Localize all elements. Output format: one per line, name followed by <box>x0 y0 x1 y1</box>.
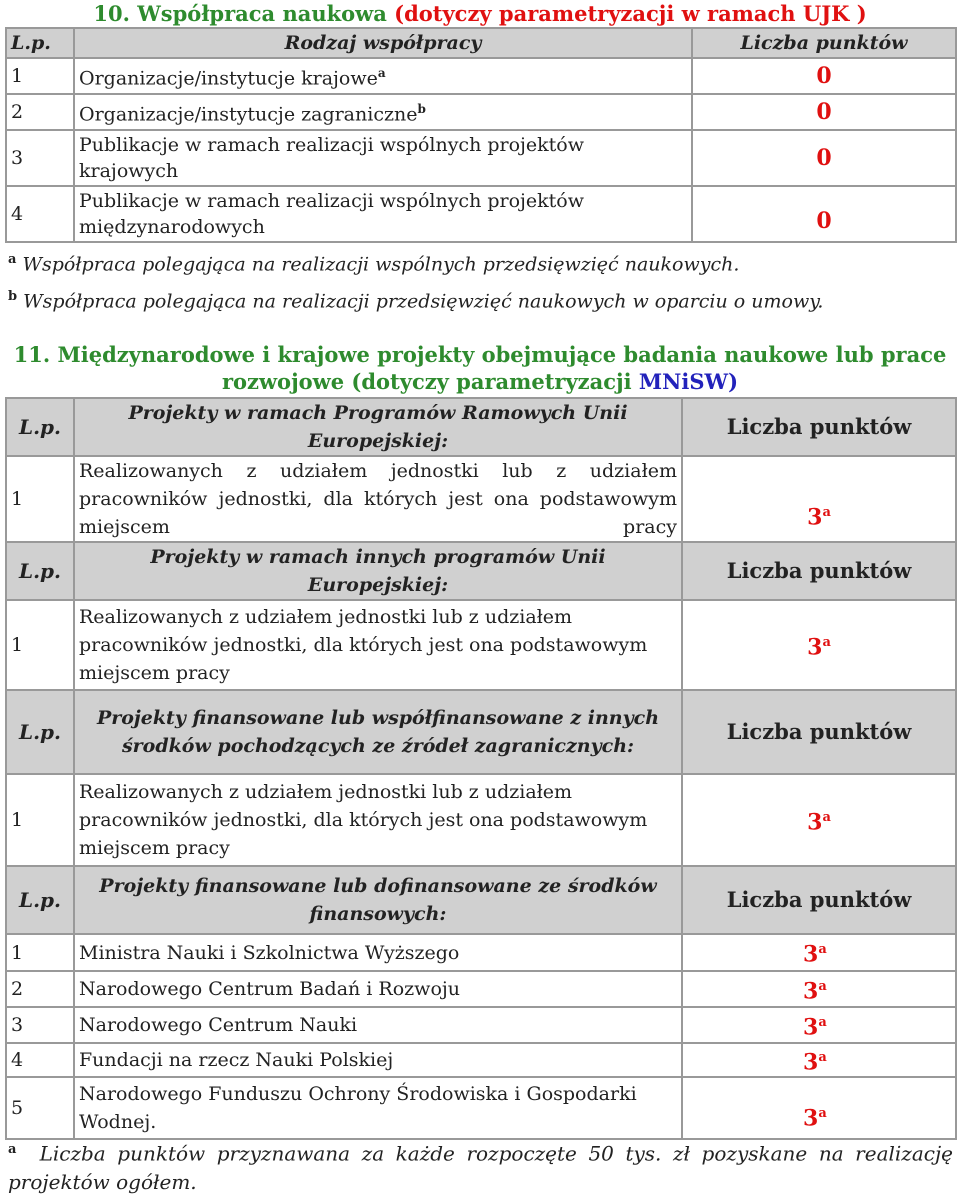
header-points: Liczba punktów <box>682 690 956 774</box>
section-11-table <box>5 397 957 1140</box>
table-row <box>6 1007 956 1043</box>
row-text: Publikacje w ramach realizacji wspólnych projektów krajowych <box>74 130 692 186</box>
header-points: Liczba punktów <box>692 28 956 58</box>
table-row <box>6 1077 956 1139</box>
row-lp: 3 <box>6 130 74 186</box>
group-header-row <box>6 542 956 600</box>
row-points: 0 <box>692 94 956 130</box>
header-lp: L.p. <box>6 398 74 456</box>
row-points: 3$^a$ <box>682 934 956 971</box>
header-lp: L.p. <box>6 690 74 774</box>
group-title: Projekty w ramach Programów Ramowych Unii Europejskiej: <box>74 398 682 456</box>
section-11-title: 11. Międzynarodowe i krajowe projekty obejmujące badania naukowe lub prace rozwojowe (dotyczy parametryzacji MNiSW) <box>13 342 947 394</box>
table-row <box>6 971 956 1007</box>
row-points: 3$^a$ <box>682 600 956 690</box>
row-points: 3$^a$ <box>682 1077 956 1139</box>
section-11-footnote: $^a$ Liczba punktów przyznawana za każde rozpoczęte 50 tys. zł pozyskane na realizację projektów ogółem. <box>8 1141 953 1194</box>
row-lp: 3 <box>6 1007 74 1043</box>
row-text: Organizacje/instytucje zagraniczne$^b$ <box>74 94 692 130</box>
row-text: Ministra Nauki i Szkolnictwa Wyższego <box>74 934 682 971</box>
header-lp: L.p. <box>6 28 74 58</box>
row-points: 0 <box>692 58 956 94</box>
group-title: Projekty finansowane lub współfinansowane z innych środków pochodzących ze źródeł zagranicznych: <box>74 690 682 774</box>
row-text: Realizowanych z udziałem jednostki lub z udziałem pracowników jednostki, dla których jest ona podstawowym miejscem pracy <box>74 456 682 542</box>
footnote-b: $^b$ Współpraca polegająca na realizacji przedsięwzięć naukowych w oparciu o umowy. <box>8 289 824 313</box>
table-row <box>6 94 956 130</box>
row-points: 3$^a$ <box>682 971 956 1007</box>
row-lp: 4 <box>6 1043 74 1077</box>
row-text: Realizowanych z udziałem jednostki lub z udziałem pracowników jednostki, dla których jest ona podstawowym miejscem pracy <box>74 774 682 866</box>
row-lp: 1 <box>6 58 74 94</box>
row-points: 3$^a$ <box>682 774 956 866</box>
table-row <box>6 130 956 186</box>
table-row <box>6 1043 956 1077</box>
row-lp: 5 <box>6 1077 74 1139</box>
row-lp: 4 <box>6 186 74 242</box>
row-text: Narodowego Funduszu Ochrony Środowiska i Gospodarki Wodnej. <box>74 1077 682 1139</box>
row-text: Narodowego Centrum Nauki <box>74 1007 682 1043</box>
table-row <box>6 186 956 242</box>
row-text: Narodowego Centrum Badań i Rozwoju <box>74 971 682 1007</box>
group-header-row <box>6 690 956 774</box>
row-points: 0 <box>692 186 956 242</box>
group-header-row <box>6 398 956 456</box>
row-points: 3$^a$ <box>682 456 956 542</box>
row-lp: 2 <box>6 971 74 1007</box>
row-lp: 2 <box>6 94 74 130</box>
row-lp: 1 <box>6 456 74 542</box>
row-points: 3$^a$ <box>682 1007 956 1043</box>
row-lp: 1 <box>6 934 74 971</box>
row-text: Fundacji na rzecz Nauki Polskiej <box>74 1043 682 1077</box>
header-lp: L.p. <box>6 866 74 934</box>
header-points: Liczba punktów <box>682 866 956 934</box>
table-row <box>6 934 956 971</box>
row-lp: 1 <box>6 600 74 690</box>
table-row <box>6 456 956 542</box>
row-text: Organizacje/instytucje krajowe$^a$ <box>74 58 692 94</box>
header-points: Liczba punktów <box>682 542 956 600</box>
footnote-a: $^a$ Współpraca polegająca na realizacji wspólnych przedsięwzięć naukowych. <box>8 252 740 276</box>
section-10-title: 10. Współpraca naukowa (dotyczy parametryzacji w ramach UJK ) <box>93 1 867 26</box>
table-row <box>6 58 956 94</box>
row-points: 0 <box>692 130 956 186</box>
group-title: Projekty w ramach innych programów Unii Europejskiej: <box>74 542 682 600</box>
table-row <box>6 774 956 866</box>
row-text: Publikacje w ramach realizacji wspólnych projektów międzynarodowych <box>74 186 692 242</box>
group-title: Projekty finansowane lub dofinansowane ze środków finansowych: <box>74 866 682 934</box>
section-10-table <box>5 27 957 243</box>
row-points: 3$^a$ <box>682 1043 956 1077</box>
header-type: Rodzaj współpracy <box>74 28 692 58</box>
table-header-row <box>6 28 956 58</box>
table-row <box>6 600 956 690</box>
row-lp: 1 <box>6 774 74 866</box>
row-text: Realizowanych z udziałem jednostki lub z udziałem pracowników jednostki, dla których jest ona podstawowym miejscem pracy <box>74 600 682 690</box>
header-points: Liczba punktów <box>682 398 956 456</box>
header-lp: L.p. <box>6 542 74 600</box>
group-header-row <box>6 866 956 934</box>
